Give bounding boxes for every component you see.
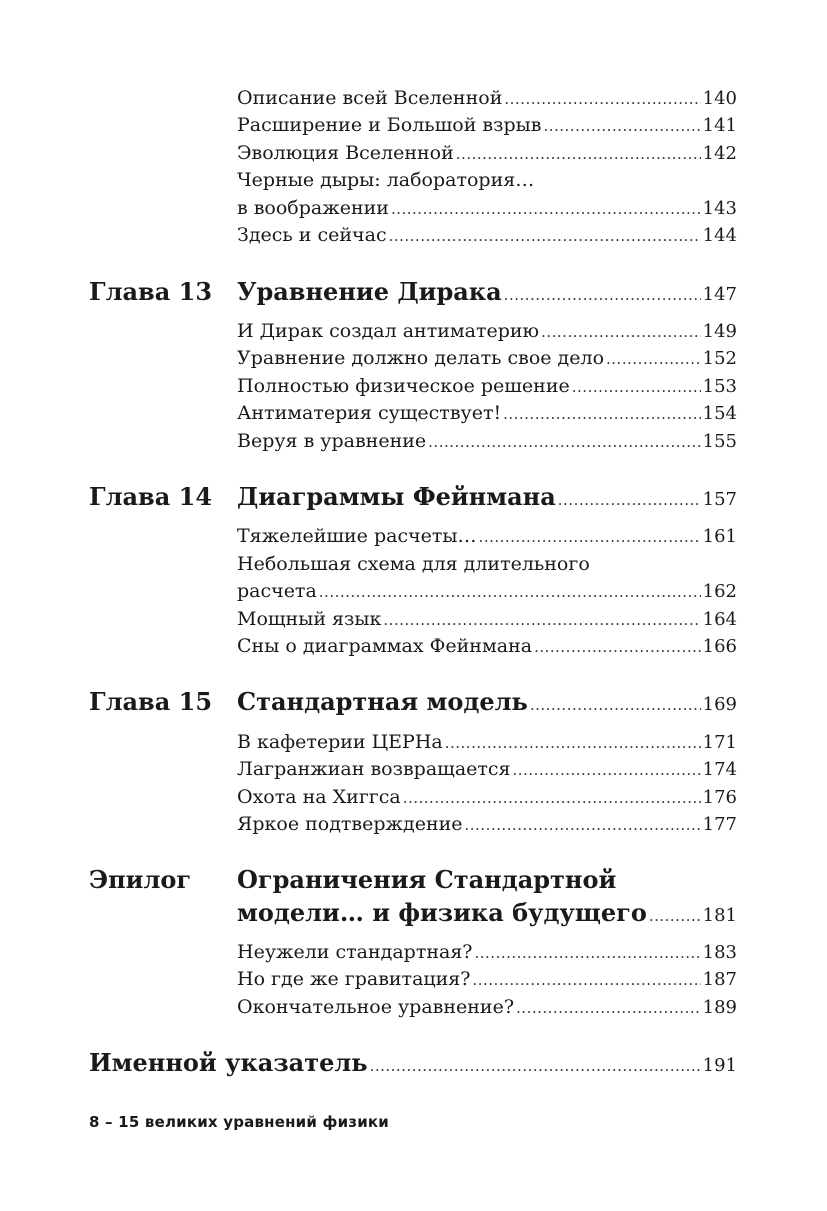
toc-entry-page: 162 bbox=[702, 581, 737, 602]
toc-entry bbox=[237, 112, 737, 139]
toc-entry-page: 161 bbox=[702, 526, 737, 547]
toc-entry-page: 187 bbox=[702, 969, 737, 990]
dot-leader bbox=[530, 689, 701, 721]
toc-entry bbox=[237, 633, 737, 660]
toc-entry-page: 149 bbox=[702, 321, 737, 342]
page-footer: 8 – 15 великих уравнений физики bbox=[89, 1113, 390, 1131]
chapter-title: Стандартная модель bbox=[237, 687, 528, 716]
toc-entry-title: Лагранжиан возвращается bbox=[237, 758, 511, 780]
toc-entry-page: 152 bbox=[702, 348, 737, 369]
toc-entry-page: 166 bbox=[702, 636, 737, 657]
chapter-page: 157 bbox=[702, 489, 737, 510]
chapter-title: Диаграммы Фейнмана bbox=[237, 482, 556, 511]
dot-leader bbox=[472, 967, 700, 994]
index-title: Именной указатель bbox=[89, 1048, 368, 1077]
toc-entry-page: 176 bbox=[702, 787, 737, 808]
toc-entry-first-line bbox=[237, 167, 737, 194]
toc-entry-title: И Дирак создал антиматерию bbox=[237, 320, 540, 342]
toc-entry bbox=[237, 400, 737, 427]
index-page: 191 bbox=[702, 1055, 737, 1076]
toc-entry bbox=[237, 523, 737, 550]
dot-leader bbox=[504, 279, 701, 311]
dot-leader bbox=[543, 113, 700, 140]
toc-entry bbox=[237, 140, 737, 167]
toc-entry-title: В кафетерии ЦЕРНа bbox=[237, 731, 443, 753]
dot-leader bbox=[445, 730, 701, 757]
dot-leader bbox=[319, 579, 701, 606]
toc-entry-page: 155 bbox=[702, 431, 737, 452]
toc-entry-title: Описание всей Вселенной bbox=[237, 87, 503, 109]
dot-leader bbox=[475, 940, 701, 967]
toc-entry bbox=[237, 606, 737, 633]
toc-entry-page: 189 bbox=[702, 997, 737, 1018]
toc-entry-title: в воображении bbox=[237, 197, 389, 219]
toc-entry-title: Неужели стандартная? bbox=[237, 941, 473, 963]
toc-entry-title: Сны о диаграммах Фейнмана bbox=[237, 635, 533, 657]
chapter-heading bbox=[89, 897, 737, 929]
toc-entry bbox=[237, 784, 737, 811]
chapter-heading-first-line bbox=[89, 864, 737, 896]
toc-entry-page: 153 bbox=[702, 376, 737, 397]
dot-leader bbox=[534, 634, 701, 661]
toc-entry-page: 144 bbox=[702, 225, 737, 246]
chapter-heading bbox=[89, 686, 737, 718]
toc-entry bbox=[237, 195, 737, 222]
toc-entry bbox=[237, 318, 737, 345]
toc-entry-title: Окончательное уравнение? bbox=[237, 996, 515, 1018]
toc-entry-title: Небольшая схема для длительного bbox=[237, 553, 590, 575]
toc-entry-page: 164 bbox=[702, 609, 737, 630]
dot-leader bbox=[558, 484, 701, 516]
dot-leader bbox=[541, 319, 701, 346]
chapter-label: Глава 14 bbox=[89, 482, 213, 511]
toc-entry bbox=[237, 345, 737, 372]
toc-entry-page: 140 bbox=[702, 88, 737, 109]
dot-leader bbox=[503, 401, 701, 428]
dot-leader bbox=[606, 346, 701, 373]
toc-entry-title: Расширение и Большой взрыв bbox=[237, 114, 542, 136]
dot-leader bbox=[516, 995, 701, 1022]
chapter-label: Глава 13 bbox=[89, 277, 213, 306]
toc-entry-page: 177 bbox=[702, 814, 737, 835]
toc-entry bbox=[237, 373, 737, 400]
toc-entry-page: 143 bbox=[702, 198, 737, 219]
toc-entry-first-line bbox=[237, 551, 737, 578]
toc-entry-title: Веруя в уравнение bbox=[237, 430, 427, 452]
toc-entry bbox=[237, 85, 737, 112]
toc-entry-title: Тяжелейшие расчеты… bbox=[237, 525, 477, 547]
toc-entry bbox=[237, 756, 737, 783]
chapter-heading bbox=[89, 481, 737, 513]
chapter-page: 169 bbox=[702, 694, 737, 715]
dot-leader bbox=[649, 900, 701, 932]
chapter-label: Эпилог bbox=[89, 865, 192, 894]
toc-entry-page: 141 bbox=[702, 115, 737, 136]
toc-entry-title: Яркое подтверждение bbox=[237, 813, 463, 835]
dot-leader bbox=[456, 141, 701, 168]
toc-entry-title: Эволюция Вселенной bbox=[237, 142, 454, 164]
toc-entry-page: 183 bbox=[702, 942, 737, 963]
toc-entry-page: 171 bbox=[702, 732, 737, 753]
chapter-page: 147 bbox=[702, 284, 737, 305]
toc-entry bbox=[237, 811, 737, 838]
toc-entry bbox=[237, 222, 737, 249]
dot-leader bbox=[572, 374, 701, 401]
chapter-title: Ограничения Стандартной bbox=[237, 865, 617, 894]
dot-leader bbox=[383, 607, 700, 634]
dot-leader bbox=[479, 524, 701, 551]
toc-entry bbox=[237, 729, 737, 756]
toc-entry-title: Антиматерия существует! bbox=[237, 402, 502, 424]
toc-entry-title: расчета bbox=[237, 580, 317, 602]
index-heading bbox=[89, 1047, 737, 1079]
dot-leader bbox=[504, 86, 700, 113]
dot-leader bbox=[513, 757, 701, 784]
dot-leader bbox=[389, 223, 701, 250]
toc-entry bbox=[237, 578, 737, 605]
dot-leader bbox=[428, 429, 700, 456]
toc-entry bbox=[237, 994, 737, 1021]
toc-entry-page: 174 bbox=[702, 759, 737, 780]
toc-entry-title: Здесь и сейчас bbox=[237, 224, 387, 246]
chapter-label: Глава 15 bbox=[89, 687, 213, 716]
toc-entry-page: 154 bbox=[702, 403, 737, 424]
toc-entry-title: Уравнение должно делать свое дело bbox=[237, 347, 605, 369]
dot-leader bbox=[391, 196, 701, 223]
toc-entry bbox=[237, 428, 737, 455]
toc-entry-title: Но где же гравитация? bbox=[237, 968, 471, 990]
toc-entry-page: 142 bbox=[702, 143, 737, 164]
chapter-title: Уравнение Дирака bbox=[237, 277, 502, 306]
toc-entry bbox=[237, 966, 737, 993]
chapter-heading bbox=[89, 276, 737, 308]
toc-entry-title: Черные дыры: лаборатория… bbox=[237, 169, 535, 191]
toc-entry-title: Мощный язык bbox=[237, 608, 382, 630]
dot-leader bbox=[403, 785, 701, 812]
toc-entry bbox=[237, 939, 737, 966]
dot-leader bbox=[370, 1050, 701, 1082]
chapter-title: модели… и физика будущего bbox=[237, 898, 647, 927]
dot-leader bbox=[465, 812, 701, 839]
toc-entry-title: Охота на Хиггса bbox=[237, 786, 401, 808]
chapter-page: 181 bbox=[702, 905, 737, 926]
toc-entry-title: Полностью физическое решение bbox=[237, 375, 570, 397]
